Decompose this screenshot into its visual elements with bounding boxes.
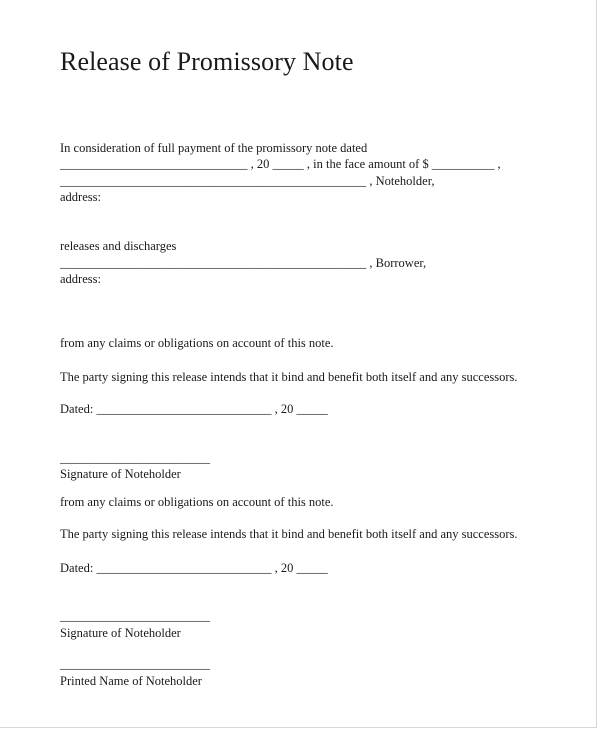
dated-line-2: Dated: ____________________________ , 20 _____ — [60, 561, 328, 575]
claims-text-2: from any claims or obligations on account of this note. — [60, 495, 334, 509]
intro-line-2: ______________________________ , 20 _____ , in the face amount of $ __________ , — [60, 157, 501, 171]
signature-line-1: ________________________ — [60, 451, 210, 465]
signature-label-1: Signature of Noteholder — [60, 467, 181, 481]
printed-name-label: Printed Name of Noteholder — [60, 674, 202, 688]
dated-line-1: Dated: ____________________________ , 20 _____ — [60, 402, 328, 416]
party-text-2: The party signing this release intends that it bind and benefit both itself and any successors. — [60, 527, 518, 541]
page-title: Release of Promissory Note — [60, 47, 354, 76]
intro-address-label: address: — [60, 190, 101, 204]
signature-label-2: Signature of Noteholder — [60, 626, 181, 640]
intro-line-1: In consideration of full payment of the promissory note dated — [60, 141, 368, 155]
intro-line-3: _________________________________________________ , Noteholder, — [60, 174, 435, 188]
releases-line-1: releases and discharges — [60, 239, 177, 253]
party-text-1: The party signing this release intends that it bind and benefit both itself and any successors. — [60, 370, 518, 384]
printed-name-line: ________________________ — [60, 657, 210, 671]
signature-line-2: ________________________ — [60, 609, 210, 623]
releases-line-2: _________________________________________________ , Borrower, — [60, 256, 427, 270]
releases-address-label: address: — [60, 272, 101, 286]
claims-text-1: from any claims or obligations on account of this note. — [60, 336, 334, 350]
